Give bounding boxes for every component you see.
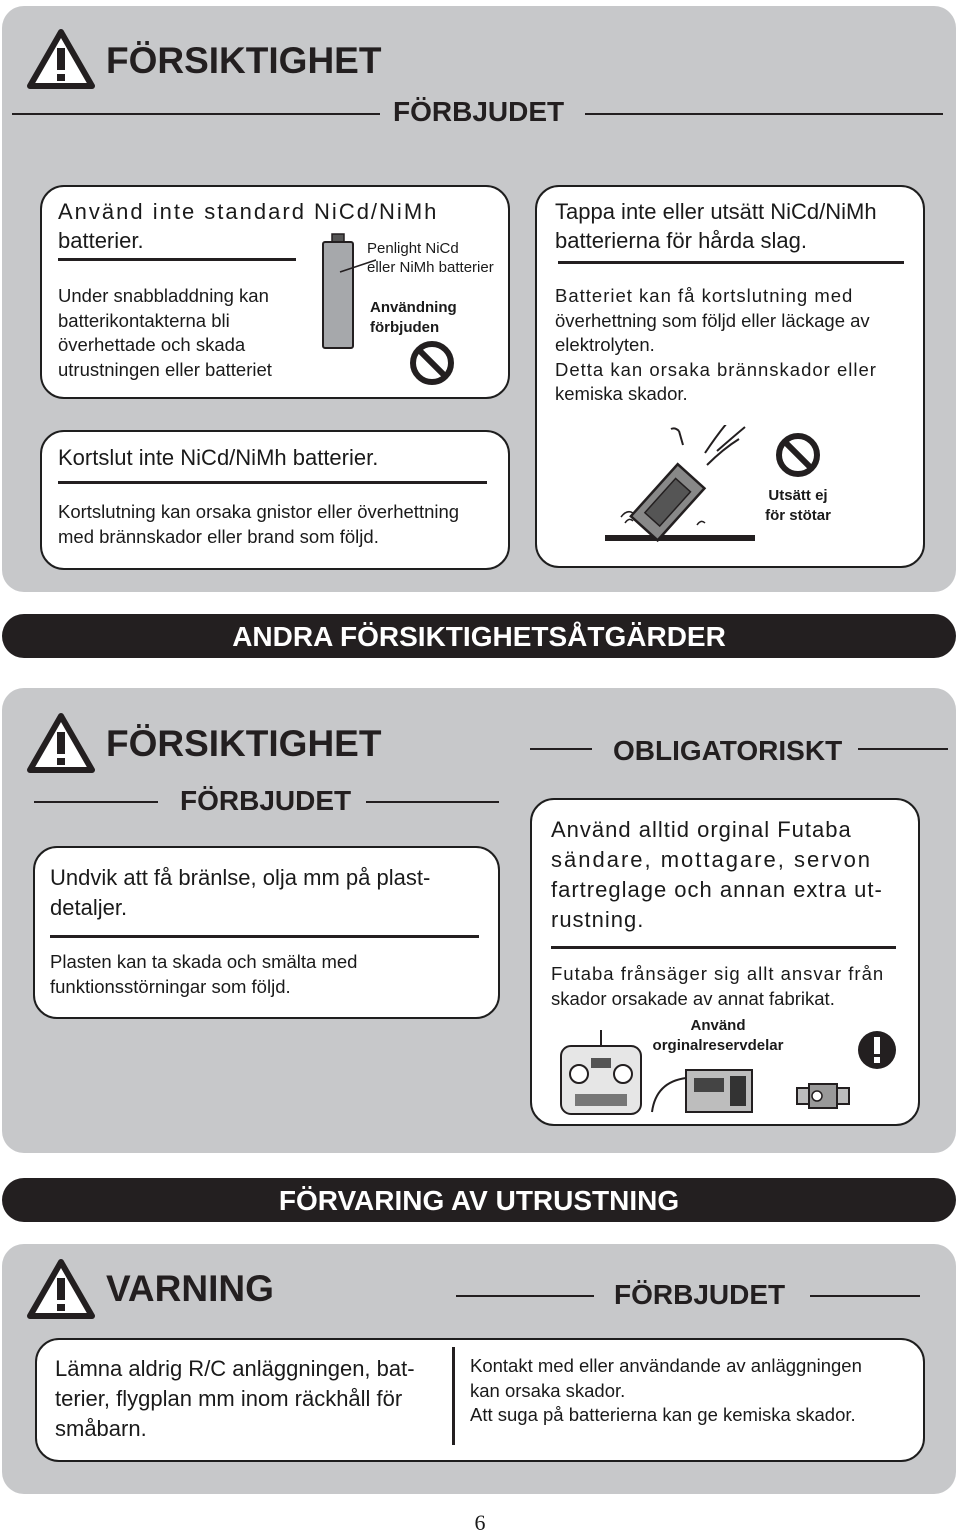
title-underline [558,261,904,264]
box-title: batterierna för hårda slag. [555,228,807,253]
no-shock-label: Utsätt ej för stötar [765,487,831,524]
divider-line [810,1295,920,1297]
box-title: Kortslut inte NiCd/NiMh batterier. [58,445,379,470]
divider-line [12,113,380,115]
section-banner: ANDRA FÖRSIKTIGHETSÅTGÄRDER [2,614,956,658]
prohibited-icon [774,432,822,478]
box-body: Futaba frånsäger sig allt ansvar från skador orsakade av annat fabrikat. [551,963,885,1009]
caution-title: FÖRSIKTIGHET [106,723,382,764]
box-title: Tappa inte eller utsätt NiCd/NiMh [555,199,877,224]
divider-line [366,801,499,803]
divider-line [530,748,592,750]
divider-line [456,1295,594,1297]
vertical-divider [452,1347,455,1445]
receiver-icon [650,1062,755,1114]
box-body: Kortslutning kan orsaka gnistor eller överhettning med brännskador eller brand som följd. [58,501,460,547]
prohibited-icon [408,340,456,386]
box-title: batterier. [58,228,144,253]
storage-right-text: Kontakt med eller användande av anläggningen kan orsaka skador. Att suga på batterierna kan ge kemiska skador. [470,1355,862,1425]
warning-triangle-icon [27,28,95,90]
transmitter-icon [555,1028,647,1118]
section-banner: FÖRVARING AV UTRUSTNING [2,1178,956,1222]
box-body: Batteriet kan få kortslutning med överhettning som följd eller läckage av elektrolyten. Detta kan orsaka brännskador eller kemiska skador. [555,285,877,404]
prohibited-label: FÖRBJUDET [393,96,565,127]
page-number: 6 [474,1510,486,1535]
prohibited-label: FÖRBJUDET [180,785,352,816]
caution-title: FÖRSIKTIGHET [106,40,382,81]
divider-line [858,748,948,750]
divider-line [34,801,158,803]
box-body: Under snabbladdning kan batterikontakterna bli överhettade och skada utrustningen eller batteriet [58,285,272,380]
title-underline [551,946,896,949]
box-title: Använd inte standard NiCd/NiMh [58,199,439,224]
use-prohibited-label: Användning förbjuden [370,299,457,336]
mandatory-label: OBLIGATORISKT [613,735,843,766]
dropped-battery-icon [605,425,760,545]
warning-title: VARNING [106,1268,274,1309]
warning-triangle-icon [27,712,95,774]
box-title: Använd alltid orginal Futaba sändare, mottagare, servon fartreglage och annan extra ut- rustning. [551,817,883,932]
title-underline [58,481,487,484]
box-body: Plasten kan ta skada och smälta med funktionsstörningar som följd. [50,951,358,997]
servo-icon [795,1080,851,1110]
storage-left-text: Lämna aldrig R/C anläggningen, bat- terier, flygplan mm inom räckhåll för småbarn. [55,1356,415,1441]
penlight-label: Penlight NiCd eller NiMh batterier [367,240,494,276]
prohibited-label: FÖRBJUDET [614,1279,786,1310]
warning-triangle-icon [27,1258,95,1320]
mandatory-exclamation-icon [857,1030,897,1070]
box-title: Undvik att få bränlse, olja mm på plast- detaljer. [50,865,431,920]
battery-cell-icon [318,232,358,352]
use-original-parts-label: Använd orginalreservdelar [652,1017,784,1054]
title-underline [50,935,479,938]
divider-line [585,113,943,115]
title-underline [58,258,296,261]
